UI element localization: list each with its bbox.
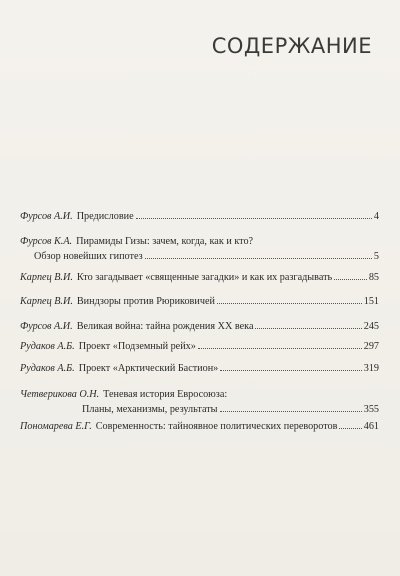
toc-entry [20,210,379,223]
toc-entry [20,295,379,308]
toc-author: Фурсов К.А. [20,236,73,247]
toc-page-number: 461 [363,421,379,432]
toc-page-number: 245 [363,321,379,332]
toc-title: Теневая история Евросоюза: [103,389,228,400]
toc-title: Современность: тайноявное политических переворотов [95,421,338,432]
toc-entry [20,340,379,353]
toc-entry [20,362,379,375]
toc-title: Кто загадывает «священные загадки» и как их разгадывать [76,272,333,283]
toc-title: Проект «Подземный рейх» [78,341,196,352]
toc-author: Пономарева Е.Г. [20,421,92,432]
toc-title: Виндзоры против Рюриковичей [76,296,215,307]
toc-page-number: 319 [363,363,379,374]
dot-leader [145,258,372,259]
toc-author: Карпец В.И. [20,272,73,283]
toc-page-number: 355 [363,404,379,415]
dot-leader [217,303,362,304]
dot-leader [220,370,361,371]
toc-title: Проект «Арктический Бастион» [78,363,219,374]
dot-leader [334,279,367,280]
toc-title-continuation: Планы, механизмы, результаты [82,404,218,415]
toc-author: Фурсов А.И. [20,321,73,332]
toc-title: Великая война: тайна рождения XX века [76,321,254,332]
dot-leader [255,328,361,329]
toc-author: Рудаков А.Б. [20,363,75,374]
dot-leader [220,411,362,412]
toc-page-number: 5 [373,251,379,262]
toc-author: Карпец В.И. [20,296,73,307]
toc-page-number: 4 [373,211,379,222]
toc-page-number: 297 [363,341,379,352]
toc-title-continuation: Обзор новейших гипотез [34,251,143,262]
page-title: СОДЕРЖАНИЕ [211,34,372,58]
dot-leader [198,348,362,349]
toc-entry [20,420,379,433]
dot-leader [136,218,372,219]
toc-page-number: 151 [363,296,379,307]
toc-author: Фурсов А.И. [20,211,73,222]
toc-entry [20,320,379,333]
toc-author: Четверикова О.Н. [20,389,100,400]
toc-author: Рудаков А.Б. [20,341,75,352]
toc-entry [20,235,379,263]
toc-entry [20,271,379,284]
dot-leader [339,428,361,429]
toc-title: Предисловие [76,211,134,222]
toc-entry [20,388,379,416]
toc-page-number: 85 [368,272,379,283]
toc-title: Пирамиды Гизы: зачем, когда, как и кто? [76,236,254,247]
